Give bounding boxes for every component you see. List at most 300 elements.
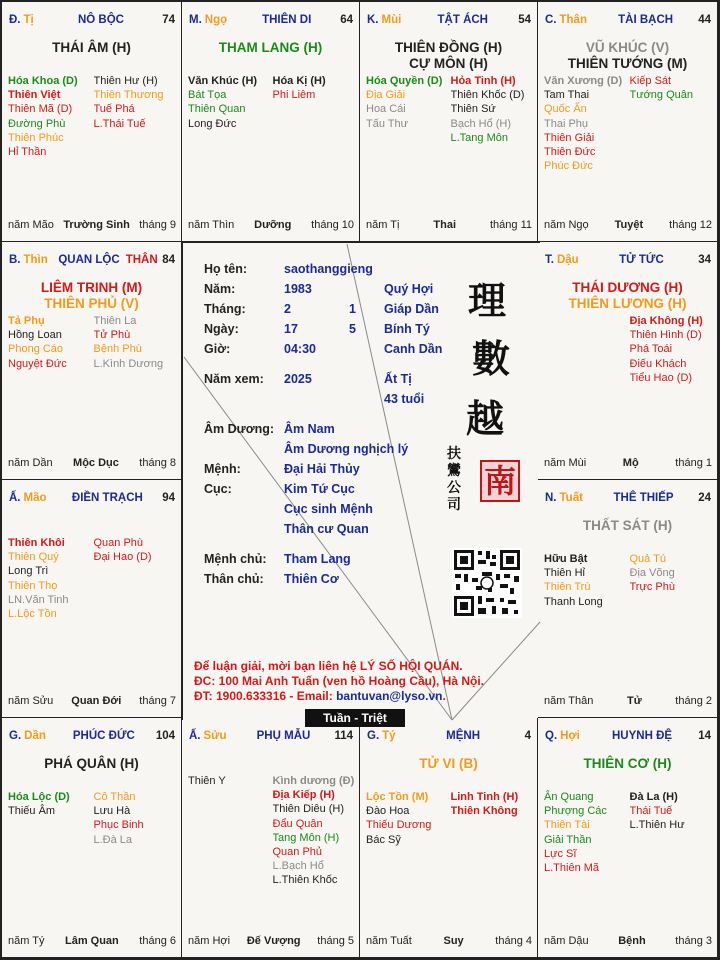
palace-stem-branch: C. Thân [545,14,587,26]
contact-line-1: Để luận giải, mời bạn liên hệ LÝ SỐ HỘI QUÁN. [194,659,463,673]
palace-month: tháng 6 [139,935,176,947]
palace-footer [8,695,176,707]
palace-name: TẬT ÁCH [437,14,488,26]
palace-stem-branch: Q. Hợi [545,730,580,742]
minor-star: Tướng Quân [629,89,693,102]
minor-star: Hóa Kị (H) [272,75,326,87]
palace-age: 114 [334,730,353,742]
day-label: Ngày: [204,322,239,336]
calligraphy-seal [462,270,532,530]
palace-hoi [538,718,718,958]
minor-star: Văn Khúc (H) [188,75,258,87]
minor-star: Thiên Thọ [8,579,58,592]
palace-month: tháng 12 [669,219,712,231]
month-solar: 2 [284,302,291,316]
stars-column-left [544,314,628,385]
year-value: 1983 [284,282,312,296]
minor-star: L.Kình Dương [93,357,164,370]
palace-name: HUYNH ĐỆ [611,730,673,742]
palace-year: năm Hợi [188,935,231,947]
month-lunar: 1 [349,302,356,316]
minor-star: Phượng Các [544,805,607,818]
palace-suu [182,718,360,958]
palace-header [189,730,353,746]
palace-month: tháng 1 [675,457,712,469]
life-stage: Lâm Quan [64,935,119,947]
center-info [182,242,538,718]
palace-age: 14 [698,730,711,742]
minor-star: Thiên Hư (H) [93,75,158,87]
minor-star: Quan Phù [93,537,144,549]
main-stars [6,756,177,772]
main-stars [542,280,713,312]
palace-age: 64 [340,14,353,26]
minor-star: Địa Kiếp (H) [272,789,335,802]
palace-age: 4 [524,730,531,742]
minor-star: Bát Tọa [188,89,227,102]
day-lunar: 5 [349,322,356,336]
minor-star: Tấu Thư [366,117,409,130]
minor-star: Đường Phù [8,117,66,130]
palace-year: năm Tị [366,219,400,231]
palace-stem-branch: Ấ. Sửu [189,730,227,742]
palace-name: TÀI BẠCH [618,14,674,26]
palace-month: tháng 10 [311,219,354,231]
main-star: THIÊN PHỦ (V) [44,296,139,311]
minor-star: Kình dương (Đ) [272,775,355,787]
palace-year: năm Dậu [544,935,589,947]
qr-code[interactable] [452,548,522,618]
palace-age: 54 [518,14,531,26]
minor-star: Hóa Quyền (D) [366,75,443,87]
palace-year: năm Ngọ [544,219,589,231]
body-master-label: Thân chủ: [204,572,264,586]
main-stars [542,756,713,772]
element-value: Kim Tứ Cục [284,482,355,496]
palace-name: TỬ TỨC [619,254,664,266]
palace-than [538,2,718,242]
life-stage: Suy [443,935,464,947]
palace-age: 84 [162,254,175,266]
palace-stem-branch: K. Mùi [367,14,402,26]
minor-star: Văn Xương (D) [544,75,623,87]
minor-star: Thiên Tài [544,819,590,832]
stars-column-left [188,774,271,888]
minor-stars [8,790,177,847]
body-master-value: Thiên Cơ [284,572,339,586]
palace-month: tháng 5 [317,935,354,947]
palace-year: năm Tý [8,935,45,947]
palace-header [545,730,711,746]
palace-month: tháng 2 [675,695,712,707]
minor-star: Thiên La [93,315,137,327]
life-stage: Dưỡng [254,219,292,231]
palace-month: tháng 9 [139,219,176,231]
stars-column-right [273,774,356,888]
stars-column-right [273,74,356,131]
palace-age: 24 [698,492,711,504]
email-link[interactable]: bantuvan@lyso.vn [336,689,443,703]
main-star: THAM LANG (H) [218,40,323,55]
palace-footer [8,219,176,231]
minor-star: L.Bạch Hổ [272,860,324,873]
stars-column-left [544,552,628,609]
palace-ngo [182,2,360,242]
minor-star: Thiên Sứ [450,103,496,116]
day-can-chi: Bính Tý [384,322,430,336]
main-star: THÁI ÂM (H) [52,40,131,55]
minor-star: Nguyệt Đức [8,357,67,370]
life-stage: Bệnh [618,935,646,947]
minor-star: Bác Sỹ [366,833,401,846]
destiny-master-value: Tham Lang [284,552,351,566]
stars-column-right [630,552,714,609]
palace-header [367,730,531,746]
main-stars [6,280,177,312]
view-year-can-chi: Ất Tị [384,372,412,386]
palace-stem-branch: B. Thìn [9,254,48,266]
minor-star: Thiên Giải [544,131,595,144]
palace-name: THÊ THIẾP [613,492,674,504]
minor-star: Thiên Không [450,805,518,818]
age-value: 43 tuổi [384,392,425,406]
minor-star: Thiên Thương [93,89,164,102]
minor-star: Cô Thần [93,791,136,803]
minor-stars [188,774,355,888]
life-stage: Đế Vượng [246,935,301,947]
contact-line-2: ĐC: 100 Mai Anh Tuấn (ven hồ Hoàng Cầu), Hà Nội. [194,674,485,688]
minor-star: Thiên Hình (D) [629,329,702,342]
palace-year: năm Dần [8,457,53,469]
minor-star: Hóa Khoa (D) [8,75,78,87]
stars-column-left [544,790,628,875]
minor-star: Hỉ Thần [8,146,47,159]
minor-stars [366,790,533,847]
minor-stars [544,314,713,385]
palace-header [545,254,711,270]
palace-header [9,492,175,508]
palace-year: năm Tuất [366,935,412,947]
minor-star: Địa Không (H) [629,315,703,327]
minor-star: Giải Thần [544,833,592,846]
stars-column-left [8,74,92,159]
palace-name: PHỤ MẪU [256,730,311,742]
destiny-master-label: Mệnh chủ: [204,552,267,566]
minor-star: Thiên Phúc [8,131,64,144]
stars-column-left [188,74,271,131]
seal-char: 數 [472,336,511,381]
main-star: PHÁ QUÂN (H) [44,756,139,771]
palace-header [9,730,175,746]
element-note-2: Thân cư Quan [284,522,369,536]
stars-column-right [94,536,178,621]
life-stage: Tuyệt [614,219,644,231]
main-star: CỰ MÔN (H) [409,56,488,71]
minor-star: Long Đức [188,117,237,130]
palace-header [545,14,711,30]
palace-month: tháng 7 [139,695,176,707]
stars-column-right [451,74,534,145]
red-stamp: 南 [480,460,520,502]
minor-star: Thái Tuế [629,805,673,818]
palace-age: 104 [155,730,175,742]
main-star: THIÊN LƯƠNG (H) [568,296,687,311]
minor-star: Thiên Y [188,775,226,787]
view-year-value: 2025 [284,372,312,386]
minor-star: Thiên Trù [544,581,591,594]
palace-stem-branch: G. Dần [9,730,46,742]
life-stage: Trường Sinh [63,219,130,231]
stars-column-left [366,74,449,145]
minor-star: L.Thiên Hư [629,819,685,832]
minor-star: Phục Binh [93,819,144,832]
hour-label: Giờ: [204,342,231,356]
hour-value: 04:30 [284,342,316,356]
palace-month: tháng 8 [139,457,176,469]
minor-star: Lộc Tồn (M) [366,791,429,803]
palace-footer [544,935,712,947]
minor-star: Lưu Hà [93,805,131,818]
tuan-triet-badge: Tuần - Triệt [305,709,405,727]
palace-mui [360,2,538,242]
stars-column-right [94,74,178,159]
minor-star: Quốc Ấn [544,103,587,116]
stars-column-right [451,790,534,847]
palace-footer [188,219,354,231]
minor-star: Phúc Đức [544,160,593,173]
minor-star: LN.Văn Tinh [8,593,69,606]
minor-star: Đào Hoa [366,805,410,818]
palace-stem-branch: M. Ngọ [189,14,228,26]
minor-star: Thiếu Âm [8,805,56,818]
palace-month: tháng 4 [495,935,532,947]
palace-name: NÔ BỘC [77,14,124,26]
minor-star: Hỏa Tinh (H) [450,75,516,87]
minor-star: Tiểu Hao (D) [629,371,693,384]
minor-star: Bệnh Phù [93,343,142,356]
minor-star: Quả Tú [629,553,666,565]
minor-star: Hóa Lộc (D) [8,791,70,803]
palace-name: ĐIỀN TRẠCH [71,492,143,504]
main-star: THIÊN TƯỚNG (M) [567,56,688,71]
minor-stars [8,314,177,371]
palace-age: 74 [162,14,175,26]
minor-star: Thanh Long [544,595,603,608]
contact-line-3: ĐT: 1900.633316 - Email: bantuvan@lyso.vn. [194,689,446,703]
minor-star: Thiên Quan [188,103,246,116]
palace-footer [544,695,712,707]
minor-star: Bạch Hổ (H) [450,117,512,130]
minor-stars [366,74,533,145]
minor-star: Tang Môn (H) [272,831,340,844]
main-stars [364,756,533,772]
palace-ty [360,718,538,958]
minor-star: Kiếp Sát [629,75,672,87]
year-can-chi: Quý Hợi [384,282,434,296]
minor-star: Hồng Loan [8,329,62,342]
palace-year: năm Mùi [544,457,587,469]
palace-stem-branch: T. Dậu [545,254,579,266]
palace-year: năm Sửu [8,695,54,707]
minor-star: Điếu Khách [629,357,687,370]
minor-stars [544,74,713,173]
palace-tuat [538,480,718,718]
life-stage: Mộ [622,457,639,469]
body-palace-marker: THÂN [125,254,158,266]
minor-star: Quan Phủ [272,846,323,859]
minor-stars [544,790,713,875]
name-label: Họ tên: [204,262,248,276]
minor-star: L.Lộc Tồn [8,608,57,621]
stars-column-right [630,314,714,385]
minor-star: Địa Võng [629,567,675,580]
minor-star: Hoa Cái [366,103,406,116]
main-star: THẤT SÁT (H) [582,518,673,533]
palace-header [9,14,175,30]
palace-name: MỆNH [446,730,481,742]
palace-age: 44 [698,14,711,26]
palace-name: THIÊN DI [262,14,312,26]
minor-star: Phong Cáo [8,343,64,356]
palace-footer [8,935,176,947]
main-star: LIÊM TRINH (M) [40,280,143,295]
palace-mao [2,480,182,718]
palace-month: tháng 3 [675,935,712,947]
view-year-label: Năm xem: [204,372,264,386]
yin-yang-value: Âm Nam [284,422,335,436]
year-label: Năm: [204,282,236,296]
palace-name: QUAN LỘC THÂN [58,254,158,266]
life-stage: Quan Đới [71,695,122,707]
minor-star: Phá Toái [629,343,673,356]
main-star: TỬ VI (B) [419,756,478,771]
palace-footer [8,457,176,469]
main-stars [542,518,713,534]
minor-star: Thiên Quý [8,551,59,564]
element-note-1: Cục sinh Mệnh [284,502,373,516]
main-stars [364,40,533,72]
palace-year: năm Thìn [188,219,235,231]
palace-ti [2,2,182,242]
main-stars [542,40,713,72]
stars-column-right [630,790,714,875]
minor-star: L.Tang Môn [450,131,508,144]
palace-header [9,254,175,270]
stars-column-left [544,74,628,173]
palace-footer [544,457,712,469]
stars-column-left [366,790,449,847]
seal-char: 越 [466,396,505,441]
minor-star: Địa Giải [366,89,406,102]
life-stage: Tử [626,695,642,707]
minor-star: Phi Liêm [272,89,316,102]
main-stars [186,40,355,56]
seal-char: 理 [468,278,507,323]
palace-dan [2,718,182,958]
main-star: THIÊN ĐỒNG (H) [394,40,503,55]
month-can-chi: Giáp Dần [384,302,439,316]
day-solar: 17 [284,322,298,336]
minor-star: Thiếu Dương [366,819,432,832]
palace-stem-branch: Đ. Tị [9,14,34,26]
minor-star: Tam Thai [544,89,590,102]
palace-dau [538,242,718,480]
minor-star: Thiên Khôi [8,537,65,549]
stars-column-left [8,314,92,371]
minor-star: Lực Sĩ [544,847,577,860]
minor-star: Đà La (H) [629,791,678,803]
minor-star: Thiên Hỉ [544,567,585,580]
destiny-value: Đại Hải Thủy [284,462,360,476]
minor-star: Long Trì [8,565,49,578]
yin-yang-label: Âm Dương: [204,422,275,436]
minor-star: Thiên Mã (D) [8,103,73,116]
minor-star: Tuế Phá [93,103,135,116]
life-stage: Thai [433,219,457,231]
palace-stem-branch: G. Tý [367,730,396,742]
minor-star: Đại Hao (D) [93,551,152,564]
stars-column-right [630,74,714,173]
minor-star: Tả Phụ [8,315,45,327]
minor-star: L.Thái Tuế [93,117,146,130]
minor-star: Đẩu Quân [272,817,323,830]
palace-footer [188,935,354,947]
palace-footer [366,935,532,947]
palace-stem-branch: N. Tuất [545,492,583,504]
minor-star: Thiên Việt [8,89,61,102]
minor-star: Thiên Diêu (H) [272,803,345,816]
palace-footer [366,219,532,231]
palace-thin [2,242,182,480]
palace-year: năm Thân [544,695,594,707]
yin-yang-note: Âm Dương nghịch lý [284,442,409,456]
minor-stars [8,74,177,159]
minor-stars [544,552,713,609]
minor-star: Thiên Đức [544,146,596,159]
minor-star: Ân Quang [544,791,594,803]
stars-column-left [8,790,92,847]
main-star: THIÊN CƠ (H) [583,756,672,771]
name-value: saothanggieng [284,262,373,276]
hour-can-chi: Canh Dần [384,342,443,356]
destiny-label: Mệnh: [204,462,241,476]
palace-year: năm Mão [8,219,54,231]
palace-stem-branch: Ấ. Mão [9,492,47,504]
minor-stars [188,74,355,131]
palace-header [189,14,353,30]
minor-star: Tử Phù [93,329,131,342]
palace-footer [544,219,712,231]
main-stars [6,40,177,56]
minor-star: L.Thiên Khốc [272,874,338,887]
minor-star: Linh Tinh (H) [450,791,519,803]
month-label: Tháng: [204,302,246,316]
palace-month: tháng 11 [489,219,532,231]
minor-star: L.Thiên Mã [544,862,600,875]
small-seal-text: 扶 鸞 公 司 [447,446,461,513]
main-star: VŨ KHÚC (V) [585,40,670,55]
stars-column-right [94,314,178,371]
palace-header [545,492,711,508]
minor-star: Hữu Bật [544,553,588,565]
palace-name: PHÚC ĐỨC [72,730,135,742]
main-star: THÁI DƯƠNG (H) [572,280,683,295]
minor-star: Thiên Khốc (D) [450,89,525,102]
palace-age: 34 [698,254,711,266]
minor-star: Trực Phù [629,581,675,594]
element-label: Cục: [204,482,232,496]
palace-header [367,14,531,30]
